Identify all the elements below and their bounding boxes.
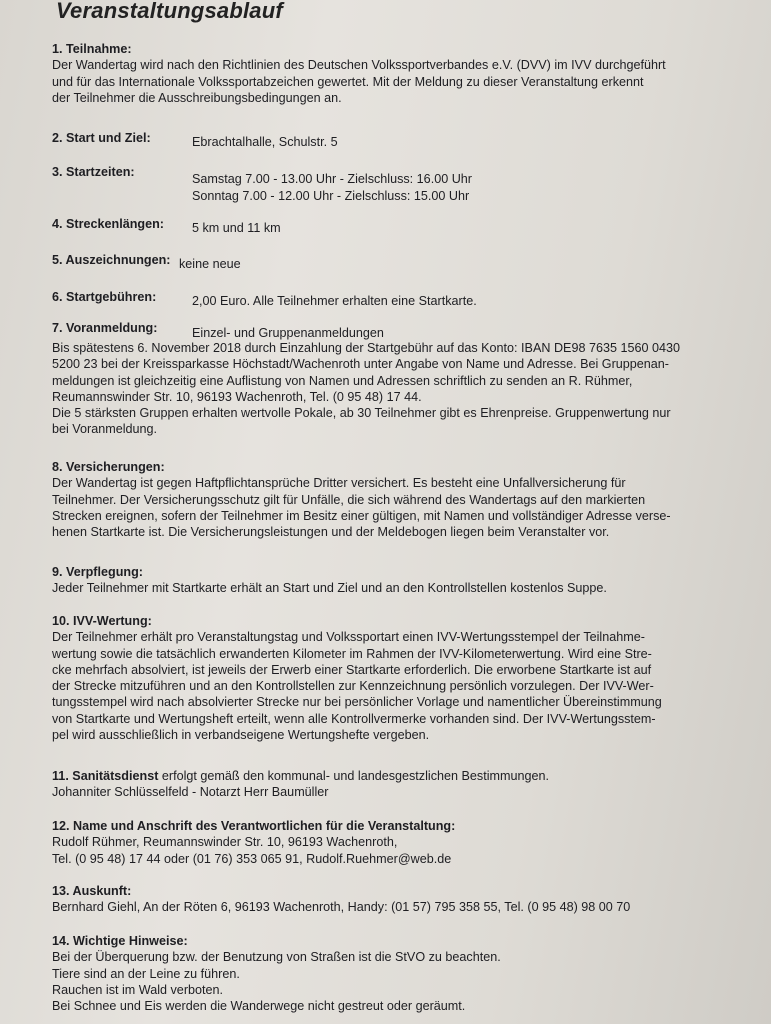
body-line: Bis spätestens 6. November 2018 durch Einzahlung der Startgebühr auf das Konto: IBAN DE98 7635 1560 0430: [52, 341, 680, 355]
body-line: und für das Internationale Volkssportabzeichen gewertet. Mit der Meldung zu dieser Veranstaltung erkennt: [52, 74, 644, 89]
section-value: 2,00 Euro. Alle Teilnehmer erhalten eine Startkarte.: [192, 294, 477, 308]
body-line: 5200 23 bei der Kreissparkasse Höchstadt/Wachenroth unter Angabe von Name und Adresse. Bei Gruppenan-: [52, 357, 670, 372]
body-line: meldungen ist gleichzeitig eine Auflistung von Namen und Adressen schriftlich zu senden an R. Rühmer,: [52, 373, 633, 388]
body-line: [52, 768, 752, 784]
section-heading: 9. Verpflegung:: [52, 565, 143, 579]
section-heading: 13. Auskunft:: [52, 884, 132, 898]
section-sanitaetsdienst: [52, 768, 752, 801]
body-line: wertung sowie die tatsächlich erwanderten Kilometer im Rahmen der IVV-Kilometerwertung. Wird eine Stre-: [52, 646, 652, 661]
body-line: Bei Schnee und Eis werden die Wanderwege nicht gestreut oder geräumt.: [52, 999, 466, 1014]
section-value: Ebrachtalhalle, Schulstr. 5: [192, 135, 338, 149]
body-line: Die 5 stärksten Gruppen erhalten wertvolle Pokale, ab 30 Teilnehmer gibt es Ehrenpreise. Gruppenwertung nur: [52, 406, 671, 421]
body-line: Bernhard Giehl, An der Röten 6, 96193 Wachenroth, Handy: (01 57) 795 358 55, Tel. (0 95 48) 98 00 70: [52, 900, 631, 915]
body-line: bei Voranmeldung.: [52, 422, 158, 437]
body-line: Jeder Teilnehmer mit Startkarte erhält an Start und Ziel und an den Kontrollstellen kostenlos Suppe.: [52, 581, 607, 596]
body-line: Tiere sind an der Leine zu führen.: [52, 966, 240, 981]
body-line: der Strecke mitzuführen und an den Kontrollstellen zur Kennzeichnung persönlich vorzulegen. Der IVV-Wer-: [52, 679, 654, 694]
section-versicherungen: [52, 459, 752, 540]
section-heading: 11. Sanitätsdienst: [52, 769, 159, 783]
section-value: 5 km und 11 km: [192, 221, 281, 235]
body-line: Tel. (0 95 48) 17 44 oder (01 76) 353 065 91, Rudolf.Ruehmer@web.de: [52, 851, 452, 866]
section-heading: 14. Wichtige Hinweise:: [52, 934, 188, 948]
body-line: cke mehrfach absolviert, ist jeweils der Erwerb einer Startkarte erforderlich. Die erworbene Startkarte ist auf: [52, 662, 652, 677]
section-heading: 8. Versicherungen:: [52, 460, 165, 474]
body-line: Der Wandertag ist gegen Haftpflichtansprüche Dritter versichert. Es besteht eine Unfallversicherung für: [52, 476, 626, 491]
section-value: keine neue: [179, 257, 241, 271]
page-title: Veranstaltungsablauf: [56, 0, 283, 23]
section-verantwortlicher: [52, 818, 752, 867]
body-line: henen Startkarte ist. Die Versicherungsleistungen und der Meldebogen liegen beim Veranstalter vor.: [52, 525, 610, 540]
section-auskunft: [52, 883, 752, 916]
body-line: tungsstempel wird nach absolvierter Strecke nur bei persönlicher Vorlage und namentlicher Übereinstimmung: [52, 695, 662, 710]
body-line: Reumannswinder Str. 10, 96193 Wachenroth, Tel. (0 95 48) 17 44.: [52, 389, 422, 404]
section-heading: 12. Name und Anschrift des Verantwortlichen für die Veranstaltung:: [52, 819, 456, 833]
section-inline-text: erfolgt gemäß den kommunal- und landesgestzlichen Bestimmungen.: [158, 769, 550, 783]
section-verpflegung: [52, 564, 752, 597]
body-line: Rauchen ist im Wald verboten.: [52, 982, 224, 997]
section-ivv-wertung: [52, 613, 752, 743]
section-hinweise: [52, 933, 752, 1014]
section-heading: 6. Startgebühren:: [52, 290, 157, 304]
body-line: Rudolf Rühmer, Reumannswinder Str. 10, 96193 Wachenroth,: [52, 835, 398, 850]
section-heading: 3. Startzeiten:: [52, 165, 135, 179]
section-heading: 4. Streckenlängen:: [52, 217, 164, 231]
section-value: Samstag 7.00 - 13.00 Uhr - Zielschluss: 16.00 Uhr: [192, 172, 472, 186]
section-heading: 2. Start und Ziel:: [52, 131, 151, 145]
body-line: von Startkarte und Wertungsheft erteilt, wenn alle Kontrollvermerke vorhanden sind. Der IVV-Wertungsstem-: [52, 711, 656, 726]
body-line: pel wird ausschließlich in verbandseigene Wertungshefte vergeben.: [52, 728, 430, 743]
body-line: Strecken ereignen, sofern der Teilnehmer im Besitz einer gültigen, mit Namen und vollständiger Adresse verse-: [52, 508, 671, 523]
body-line: der Teilnehmer die Ausschreibungsbedingungen an.: [52, 90, 342, 105]
body-line: Der Teilnehmer erhält pro Veranstaltungstag und Volkssportart einen IVV-Wertungsstempel der Teilnahme-: [52, 630, 645, 645]
section-value: Sonntag 7.00 - 12.00 Uhr - Zielschluss: 15.00 Uhr: [192, 189, 470, 203]
section-teilnahme: [52, 41, 752, 106]
section-heading: 7. Voranmeldung:: [52, 321, 158, 335]
section-heading: 10. IVV-Wertung:: [52, 614, 152, 628]
section-heading: 5. Auszeichnungen:: [52, 253, 171, 267]
section-heading: 1. Teilnahme:: [52, 42, 132, 56]
body-line: Johanniter Schlüsselfeld - Notarzt Herr Baumüller: [52, 785, 329, 800]
body-line: Der Wandertag wird nach den Richtlinien des Deutschen Volkssportverbandes e.V. (DVV) im IVV durchgeführt: [52, 58, 666, 73]
body-line: Bei der Überquerung bzw. der Benutzung von Straßen ist die StVO zu beachten.: [52, 950, 501, 965]
section-value: Einzel- und Gruppenanmeldungen: [192, 326, 384, 340]
body-line: Teilnehmer. Der Versicherungsschutz gilt für Unfälle, die sich während des Wandertags auf den markierten: [52, 492, 646, 507]
section-voranmeldung: [52, 340, 752, 438]
